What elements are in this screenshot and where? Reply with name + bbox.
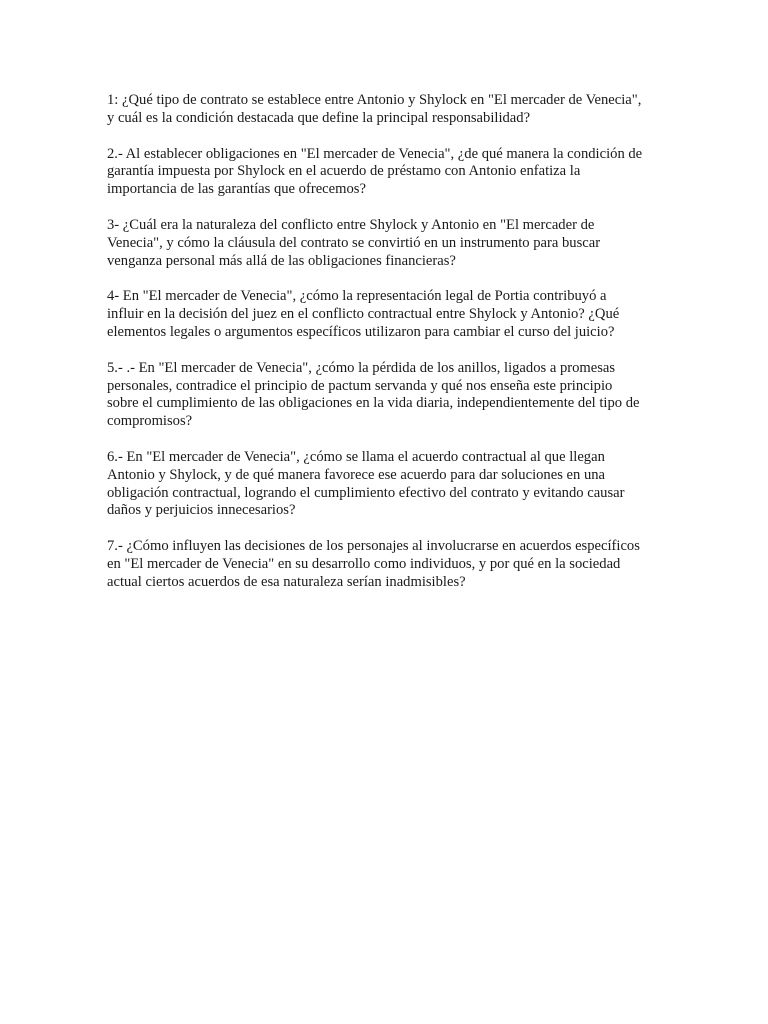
question-6-line-1: 6.- En "El mercader de Venecia", ¿cómo se llama el acuerdo contractual al que llegan xyxy=(107,448,605,465)
question-4 xyxy=(107,288,667,341)
question-5-line-2: personales, contradice el principio de pactum servanda y qué nos enseña este principio xyxy=(107,377,613,394)
question-5-line-3: sobre el cumplimiento de las obligaciones en la vida diaria, independientemente del tipo de xyxy=(107,395,640,412)
question-list xyxy=(107,92,667,610)
question-2-line-2: garantía impuesta por Shylock en el acuerdo de préstamo con Antonio enfatiza la xyxy=(107,163,581,180)
question-7 xyxy=(107,538,667,591)
question-2-line-3: importancia de las garantías que ofrecemos? xyxy=(107,181,366,198)
question-5-line-4: compromisos? xyxy=(107,413,193,430)
question-7-line-1: 7.- ¿Cómo influyen las decisiones de los personajes al involucrarse en acuerdos específicos xyxy=(107,538,640,555)
question-6-line-3: obligación contractual, logrando el cumplimiento efectivo del contrato y evitando causar xyxy=(107,484,625,501)
question-4-line-3: elementos legales o argumentos específicos utilizaron para cambiar el curso del juicio? xyxy=(107,323,615,340)
question-5-line-1: 5.- .- En "El mercader de Venecia", ¿cómo la pérdida de los anillos, ligados a promesas xyxy=(107,359,616,376)
question-3-line-1: 3- ¿Cuál era la naturaleza del conflicto entre Shylock y Antonio en "El mercader de xyxy=(107,216,595,233)
question-6 xyxy=(107,449,667,520)
question-1-line-1: 1: ¿Qué tipo de contrato se establece entre Antonio y Shylock en "El mercader de Venecia", xyxy=(107,92,642,108)
question-5 xyxy=(107,360,667,431)
question-3-line-3: venganza personal más allá de las obligaciones financieras? xyxy=(107,252,456,269)
question-4-line-1: 4- En "El mercader de Venecia", ¿cómo la representación legal de Portia contribuyó a xyxy=(107,288,607,305)
question-1-line-2: y cuál es la condición destacada que define la principal responsabilidad? xyxy=(107,109,531,126)
question-2 xyxy=(107,146,667,199)
question-7-line-3: actual ciertos acuerdos de esa naturaleza serían inadmisibles? xyxy=(107,573,466,590)
question-3 xyxy=(107,217,667,270)
question-3-line-2: Venecia", y cómo la cláusula del contrato se convirtió en un instrumento para buscar xyxy=(107,234,601,251)
question-6-line-2: Antonio y Shylock, y de qué manera favorece ese acuerdo para dar soluciones en una xyxy=(107,466,606,483)
question-1 xyxy=(107,92,667,128)
question-2-line-1: 2.- Al establecer obligaciones en "El mercader de Venecia", ¿de qué manera la condición de xyxy=(107,145,643,162)
question-6-line-4: daños y perjuicios innecesarios? xyxy=(107,502,296,519)
question-7-line-2: en "El mercader de Venecia" en su desarrollo como individuos, y por qué en la sociedad xyxy=(107,555,621,572)
question-4-line-2: influir en la decisión del juez en el conflicto contractual entre Shylock y Antonio? ¿Qué xyxy=(107,306,620,323)
